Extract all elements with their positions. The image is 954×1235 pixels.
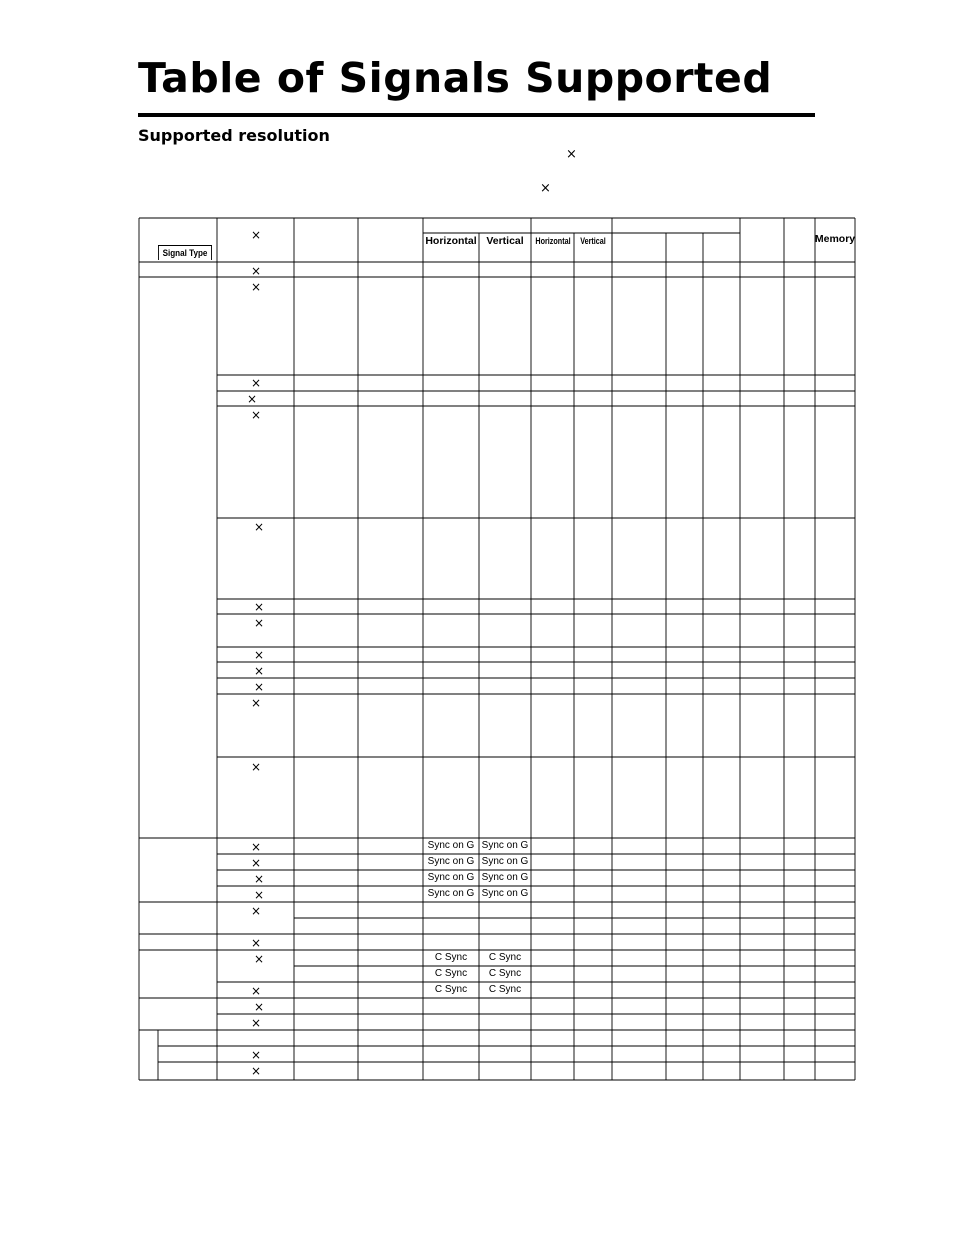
times-symbol: × [253,952,265,966]
times-symbol: × [540,181,551,196]
times-symbol: × [250,280,262,294]
signal-type-label: Signal Type [158,245,212,260]
signals-table [138,217,856,1081]
section-heading: Supported resolution [138,126,330,145]
times-symbol: × [250,228,262,242]
c-sync-cell: C Sync [434,952,468,963]
times-symbol: × [250,856,262,870]
sync-on-g-cell: Sync on G [481,872,529,883]
times-symbol: × [253,888,265,902]
header-horizontal: Horizontal [425,235,477,247]
sync-on-g-cell: Sync on G [427,840,475,851]
times-symbol: × [250,984,262,998]
times-symbol: × [250,1048,262,1062]
sync-on-g-cell: Sync on G [481,856,529,867]
c-sync-cell: C Sync [488,968,522,979]
times-symbol: × [250,840,262,854]
times-symbol: × [250,1016,262,1030]
times-symbol: × [253,600,265,614]
page-title: Table of Signals Supported [138,54,773,102]
c-sync-cell: C Sync [434,984,468,995]
sync-on-g-cell: Sync on G [427,856,475,867]
c-sync-cell: C Sync [488,984,522,995]
header-memory: Memory [814,233,856,245]
times-symbol: × [250,936,262,950]
times-symbol: × [566,147,577,162]
times-symbol: × [250,904,262,918]
times-symbol: × [253,872,265,886]
c-sync-cell: C Sync [434,968,468,979]
times-symbol: × [253,664,265,678]
sync-on-g-cell: Sync on G [427,872,475,883]
times-symbol: × [253,520,265,534]
times-symbol: × [250,408,262,422]
header-vertical-polarity: Vertical [580,236,606,246]
header-vertical: Vertical [486,235,524,247]
times-symbol: × [253,1000,265,1014]
times-symbol: × [250,760,262,774]
times-symbol: × [246,392,258,406]
sync-on-g-cell: Sync on G [427,888,475,899]
title-underline [138,113,815,117]
header-horizontal-polarity: Horizontal [535,236,571,246]
times-symbol: × [250,1064,262,1078]
sync-on-g-cell: Sync on G [481,888,529,899]
times-symbol: × [253,616,265,630]
times-symbol: × [250,376,262,390]
times-symbol: × [253,648,265,662]
times-symbol: × [250,264,262,278]
times-symbol: × [250,696,262,710]
sync-on-g-cell: Sync on G [481,840,529,851]
times-symbol: × [253,680,265,694]
c-sync-cell: C Sync [488,952,522,963]
